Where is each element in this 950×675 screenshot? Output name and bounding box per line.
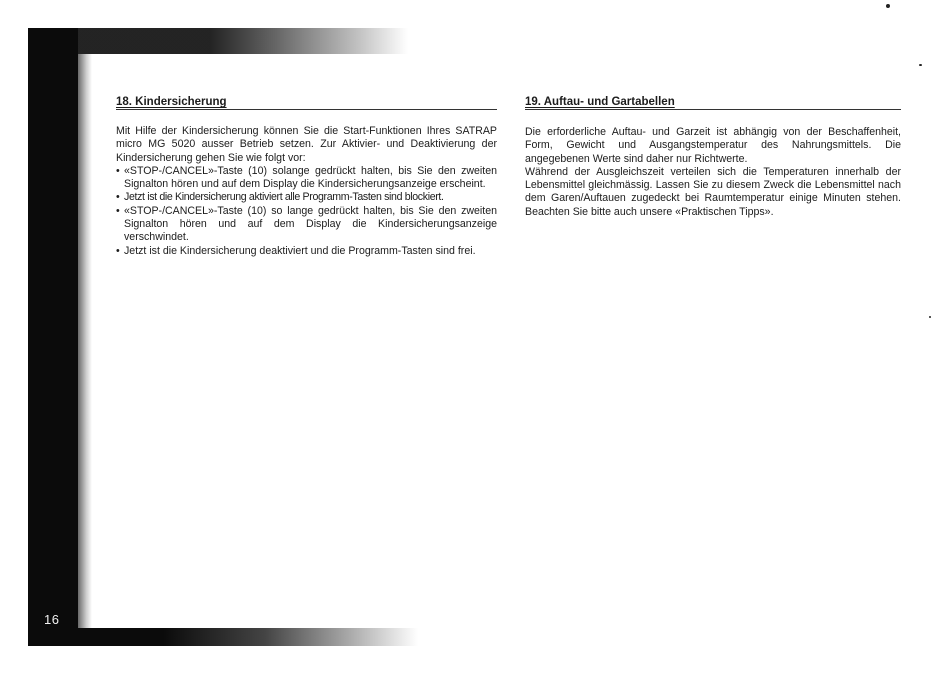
list-item-text: Jetzt ist die Kindersicherung aktiviert alle Programm-Tasten sind blockiert. <box>124 191 444 204</box>
list-item-text: Jetzt ist die Kindersicherung deaktiviert und die Programm-Tasten sind frei. <box>124 244 476 257</box>
page-number: 16 <box>44 612 60 627</box>
list-item <box>116 191 497 204</box>
bullet-icon: • <box>116 204 120 217</box>
paragraph: Während der Ausgleichszeit verteilen sich die Temperaturen innerhalb der Lebensmittel gleichmässig. Lassen Sie zu diesem Zweck die Lebensmittel nach dem Garen/Auftauen zugedeckt bei Raumtemperatur einige Minuten stehen. Beachten Sie bitte auch unsere «Praktischen Tipps». <box>525 165 901 218</box>
scan-speck <box>929 316 931 318</box>
paragraph: Die erforderliche Auftau- und Garzeit ist abhängig von der Beschaffenheit, Form, Gewicht und Ausgangstemperatur des Nahrungsmittels. Die angegebenen Werte sind daher nur Richtwerte. <box>525 126 901 165</box>
bullet-icon: • <box>116 164 120 177</box>
section-heading <box>525 96 901 110</box>
instruction-list <box>116 165 497 258</box>
bullet-icon: • <box>116 244 120 257</box>
list-item <box>116 165 497 192</box>
scan-speck <box>919 64 922 66</box>
scan-left-fade <box>78 54 92 634</box>
section-kindersicherung <box>116 96 497 258</box>
intro-paragraph: Mit Hilfe der Kindersicherung können Sie die Start-Funktionen Ihres SATRAP micro MG 5020 ausser Betrieb setzen. Zur Aktivier- und Deaktivierung der Kindersicherung gehen Sie wie folgt vor: <box>116 125 497 164</box>
scan-bottom-edge <box>78 628 418 646</box>
list-item-text: «STOP-/CANCEL»-Taste (10) so lange gedrückt halten, bis Sie den zweiten Signalton hören und auf dem Display die Kindersicherungsanzeige verschwindet. <box>124 204 497 244</box>
scan-top-edge <box>78 28 408 54</box>
section-heading-text: 19. Auftau- und Gartabellen <box>525 96 675 108</box>
list-item-text: «STOP-/CANCEL»-Taste (10) solange gedrückt halten, bis Sie den zweiten Signalton hören und auf dem Display die Kindersicherungsanzeige erscheint. <box>124 164 497 191</box>
section-heading <box>116 96 497 110</box>
section-auftau-gartabellen <box>525 96 901 219</box>
list-item <box>116 245 497 258</box>
scan-speck <box>886 4 890 8</box>
section-heading-text: 18. Kindersicherung <box>116 96 227 108</box>
list-item <box>116 205 497 245</box>
bullet-icon: • <box>116 191 120 204</box>
scan-margin-strip <box>28 28 78 646</box>
body-text <box>525 126 901 219</box>
